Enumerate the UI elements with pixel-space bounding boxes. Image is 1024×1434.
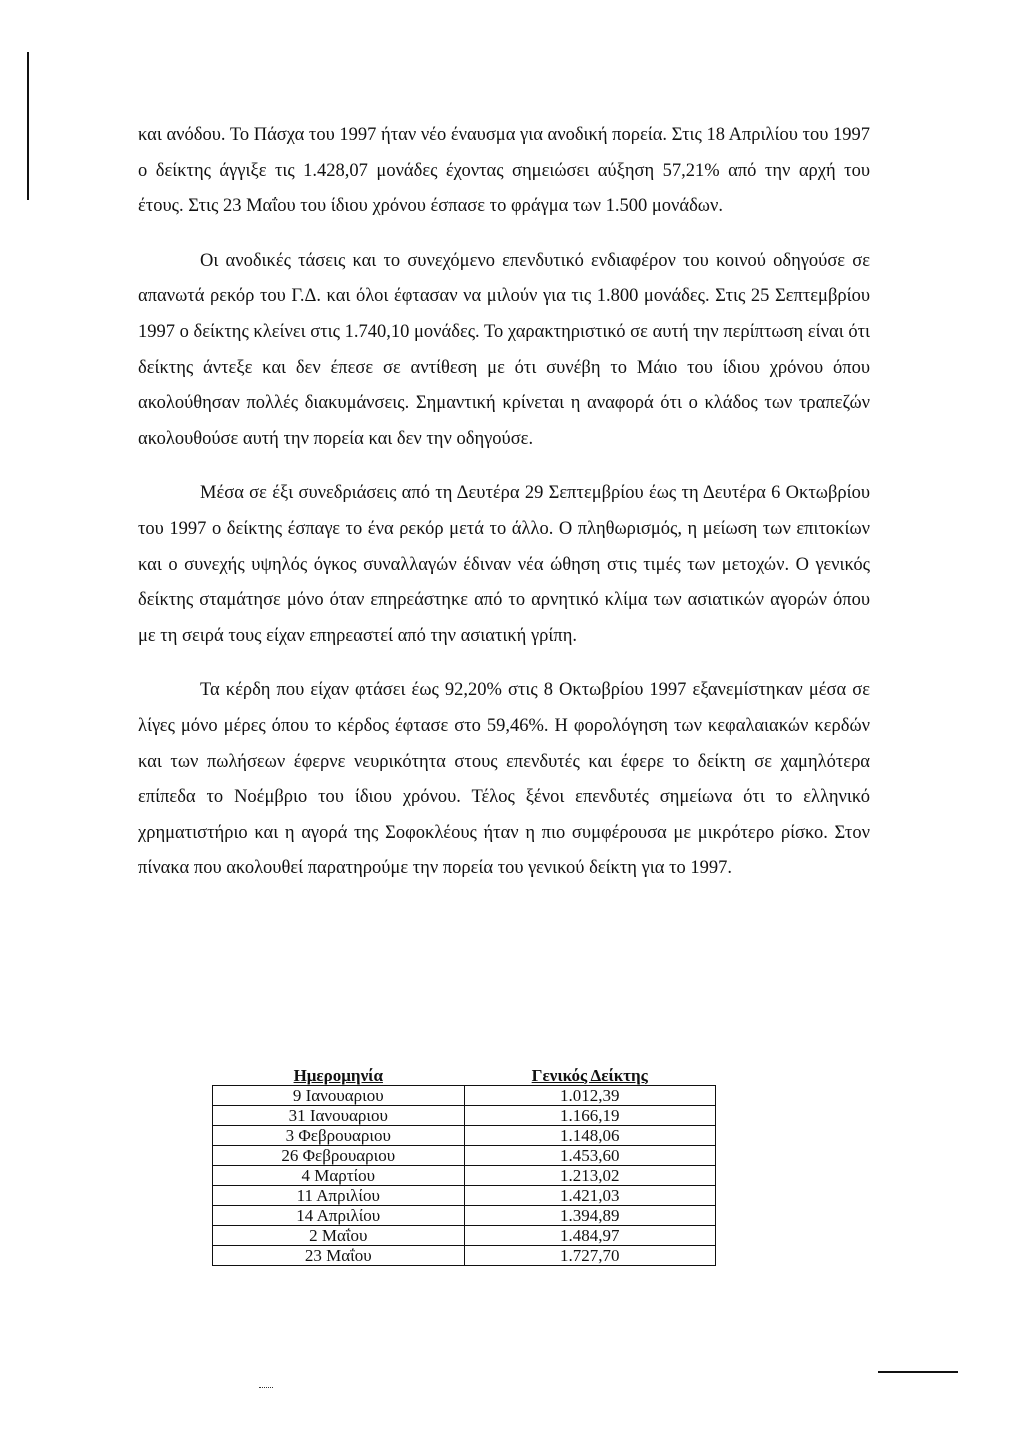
row-date: 3 Φεβρουαριου xyxy=(213,1126,465,1146)
row-date: 14 Απριλίου xyxy=(213,1206,465,1226)
table-row xyxy=(213,1186,716,1206)
index-table xyxy=(212,1065,716,1266)
table-row xyxy=(213,1166,716,1186)
table-row xyxy=(213,1106,716,1126)
table-header-row xyxy=(213,1065,716,1086)
row-date: 2 Μαΐου xyxy=(213,1226,465,1246)
footer-dots xyxy=(259,1387,273,1389)
row-date: 4 Μαρτίου xyxy=(213,1166,465,1186)
header-index: Γενικός Δείκτης xyxy=(464,1065,716,1086)
table-row xyxy=(213,1146,716,1166)
row-value: 1.727,70 xyxy=(464,1246,716,1266)
table-row xyxy=(213,1206,716,1226)
index-table-container xyxy=(212,1065,716,1266)
paragraph-2: Οι ανοδικές τάσεις και το συνεχόμενο επενδυτικό ενδιαφέρον του κοινού οδηγούσε σε απανωτά ρεκόρ του Γ.Δ. και όλοι έφτασαν να μιλούν για τις 1.800 μονάδες. Στις 25 Σεπτεμβρίου 1997 ο δείκτης κλείνει στις 1.740,10 μονάδες. Το χαρακτηριστικό σε αυτή την περίπτωση είναι ότι δείκτης άντεξε και δεν έπεσε σε αντίθεση με ότι συνέβη το Μάιο του ίδιου χρόνου όπου ακολούθησαν πολλές διακυμάνσεις. Σημαντική κρίνεται η αναφορά ότι ο κλάδος των τραπεζών ακολουθούσε αυτή την πορεία και δεν την οδηγούσε. xyxy=(138,250,870,449)
row-value: 1.421,03 xyxy=(464,1186,716,1206)
row-date: 23 Μαΐου xyxy=(213,1246,465,1266)
table-row xyxy=(213,1086,716,1106)
row-value: 1.213,02 xyxy=(464,1166,716,1186)
table-row xyxy=(213,1126,716,1146)
scan-edge-mark xyxy=(27,52,29,200)
paragraph-1: και ανόδου. Το Πάσχα του 1997 ήταν νέο έναυσμα για ανοδική πορεία. Στις 18 Απριλίου του 1997 ο δείκτης άγγιξε τις 1.428,07 μονάδες έχοντας σημειώσει αύξηση 57,21% από την αρχή του έτους. Στις 23 Μαΐου του ίδιου χρόνου έσπασε το φράγμα των 1.500 μονάδων. xyxy=(138,125,870,217)
row-date: 26 Φεβρουαριου xyxy=(213,1146,465,1166)
row-value: 1.394,89 xyxy=(464,1206,716,1226)
footnote-rule xyxy=(878,1371,958,1373)
row-value: 1.012,39 xyxy=(464,1086,716,1106)
header-date: Ημερομηνία xyxy=(213,1065,465,1086)
row-value: 1.166,19 xyxy=(464,1106,716,1126)
table-row xyxy=(213,1226,716,1246)
row-date: 9 Ιανουαριου xyxy=(213,1086,465,1106)
document-body xyxy=(138,118,870,906)
paragraph-4: Τα κέρδη που είχαν φτάσει έως 92,20% στις 8 Οκτωβρίου 1997 εξανεμίστηκαν μέσα σε λίγες μόνο μέρες όπου το κέρδος έφτασε στο 59,46%. Η φορολόγηση των κεφαλαιακών κερδών και των πωλήσεων έφερνε νευρικότητα στους επενδυτές και έφερε το δείκτη σε χαμηλότερα επίπεδα το Νοέμβριο του ίδιου χρόνου. Τέλος ξένοι επενδυτές σημείωνα ότι το ελληνικό χρηματιστήριο και η αγορά της Σοφοκλέους ήταν η πιο συμφέρουσα με μικρότερο ρίσκο. Στον πίνακα που ακολουθεί παρατηρούμε την πορεία του γενικού δείκτη για το 1997. xyxy=(138,680,870,879)
row-value: 1.148,06 xyxy=(464,1126,716,1146)
paragraph-3: Μέσα σε έξι συνεδριάσεις από τη Δευτέρα 29 Σεπτεμβρίου έως τη Δευτέρα 6 Οκτωβρίου του 1997 ο δείκτης έσπαγε το ένα ρεκόρ μετά το άλλο. Ο πληθωρισμός, η μείωση των επιτοκίων και ο συνεχής υψηλός όγκος συναλλαγών έδιναν νέα ώθηση στις τιμές των μετοχών. Ο γενικός δείκτης σταμάτησε μόνο όταν επηρεάστηκε από το αρνητικό κλίμα των ασιατικών αγορών όπου με τη σειρά τους είχαν επηρεαστεί από την ασιατική γρίπη. xyxy=(138,483,870,646)
row-value: 1.453,60 xyxy=(464,1146,716,1166)
row-value: 1.484,97 xyxy=(464,1226,716,1246)
row-date: 11 Απριλίου xyxy=(213,1186,465,1206)
row-date: 31 Ιανουαριου xyxy=(213,1106,465,1126)
table-row xyxy=(213,1246,716,1266)
